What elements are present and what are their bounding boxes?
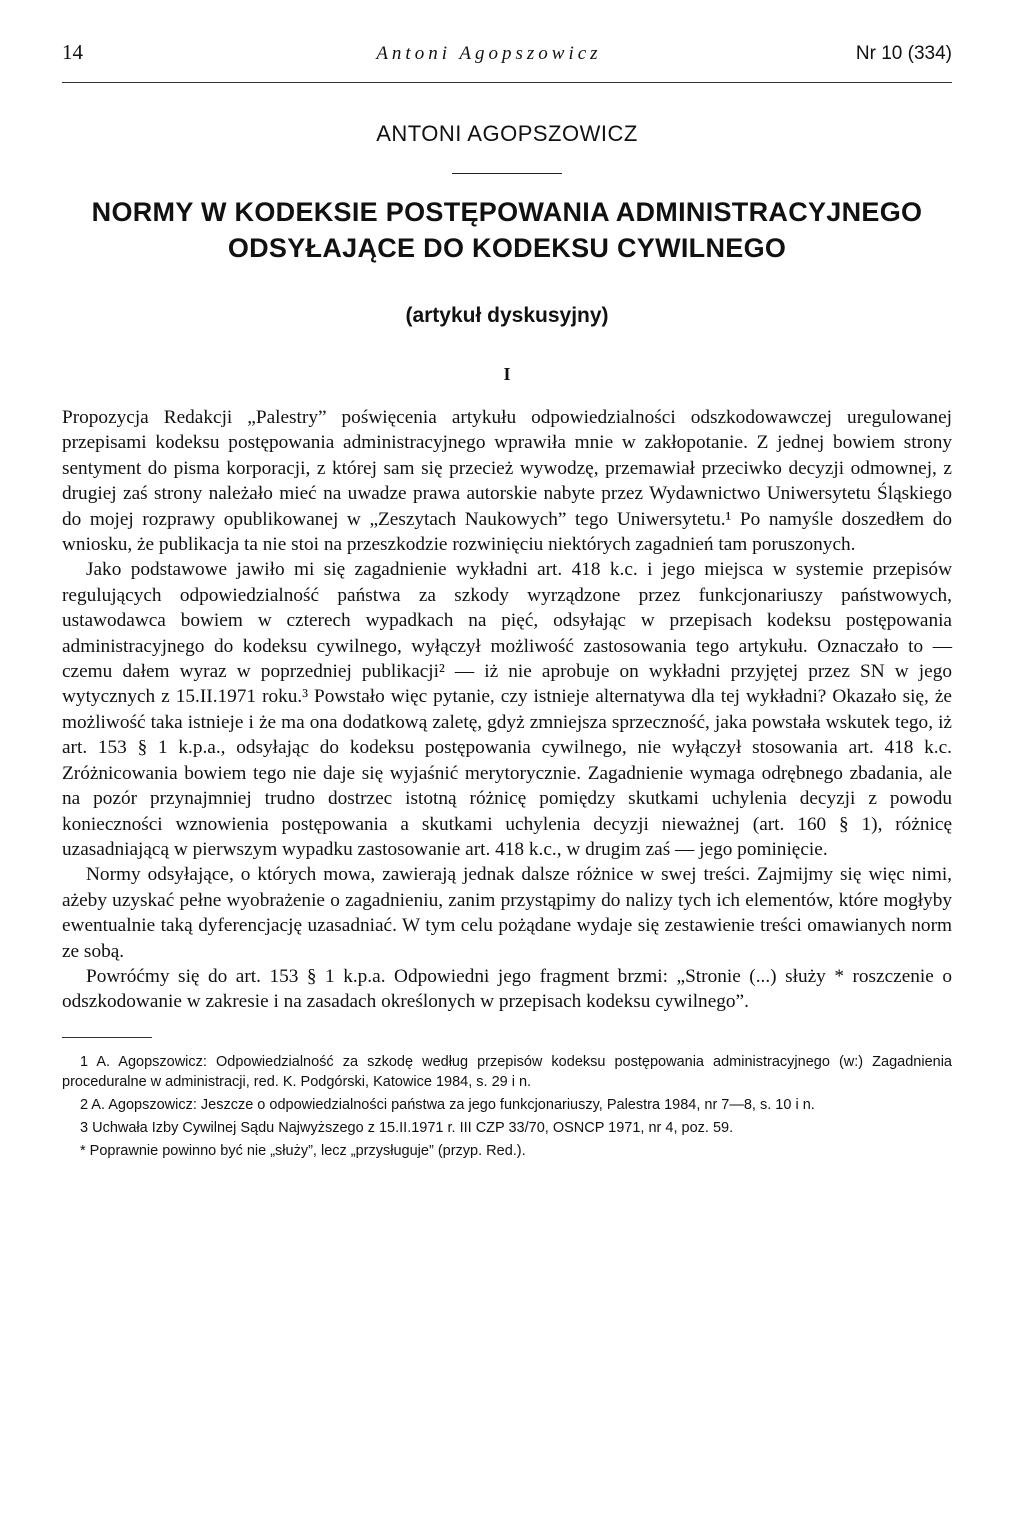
header-rule (62, 82, 952, 83)
section-number: I (503, 364, 511, 384)
page-header (62, 40, 952, 70)
article-author: ANTONI AGOPSZOWICZ (376, 121, 638, 146)
page-number: 14 (62, 40, 83, 64)
running-title: Antoni Agopszowicz (376, 43, 602, 64)
footnote: 2 A. Agopszowicz: Jeszcze o odpowiedzialności państwa za jego funkcjonariuszy, Palestra 1984, nr 7—8, s. 10 i n. (80, 1096, 815, 1113)
footnotes (62, 1052, 952, 1161)
footnote: 3 Uchwała Izby Cywilnej Sądu Najwyższego z 15.II.1971 r. III CZP 33/70, OSNCP 1971, nr 4, poz. 59. (80, 1119, 734, 1136)
footnote: * Poprawnie powinno być nie „służy”, lecz „przysługuje” (przyp. Red.). (80, 1142, 526, 1159)
title-divider (452, 173, 562, 174)
issue-number: Nr 10 (334) (855, 43, 952, 64)
article-title: NORMY W KODEKSIE POSTĘPOWANIA ADMINISTRACYJNEGO ODSYŁAJĄCE DO KODEKSU CYWILNEGO (91, 197, 923, 263)
paragraph: Jako podstawowe jawiło mi się zagadnienie wykładni art. 418 k.c. i jego miejsca w systemie przepisów regulujących odpowiedzialność państwa za szkody wyrządzone przez funkcjonariuszy państwowych, ustawodawca bowiem w czterech wypadkach na pięć, odsyłając w przepisach kodeksu postępowania administracyjnego do kodeksu cywilnego, wyłączył możliwość zastosowania tego artykułu. Oznaczało to — czemu dałem wyraz w poprzedniej publikacji² — iż nie aprobuje on wykładni przyjętej przez SN w jego wytycznych z 15.II.1971 roku.³ Powstało więc pytanie, czy istnieje alternatywa dla tej wykładni? Okazało się, że możliwość taka istnieje i że ma ona dodatkową zaletę, gdyż zmniejsza sprzeczność, jaka powstała wskutek tego, iż art. 153 § 1 k.p.a., odsyłając do kodeksu postępowania cywilnego, nie wyłączył stosowania art. 418 k.c. Zróżnicowania bowiem tego nie daje się wyjaśnić merytorycznie. Zagadnienie wymaga odrębnego zbadania, ale na pozór przynajmniej trudno dostrzec istotną różnicę pomiędzy skutkami uchylenia decyzji z powodu konieczności wznowienia postępowania a skutkami uchylenia decyzji nieważnej (art. 160 § 1), różnicę uzasadniającą w pierwszym wypadku zastosowanie art. 418 k.c., w drugim zaś — jego pominięcie. (62, 559, 952, 860)
paragraph: Powróćmy się do art. 153 § 1 k.p.a. Odpowiedni jego fragment brzmi: „Stronie (...) służy * roszczenie o odszkodowanie w zakresie i na zasadach określonych w przepisach kodeksu cywilnego”. (62, 965, 952, 1013)
paragraph: Propozycja Redakcji „Palestry” poświęcenia artykułu odpowiedzialności odszkodowawczej uregulowanej przepisami kodeksu postępowania administracyjnego wprawiła mnie w zakłopotanie. Z jednej bowiem strony sentyment do pisma korporacji, z której sam się przecież wywodzę, przemawiał przeciwko decyzji odmownej, z drugiej zaś strony należało mieć na uwadze prawa autorskie nabyte przez Wydawnictwo Uniwersytetu Śląskiego do mojej rozprawy opublikowanej w „Zeszytach Naukowych” tego Uniwersytetu.¹ Po namyśle doszedłem do wniosku, że publikacja ta nie stoi na przeszkodzie rozwinięciu niektórych zagadnień tam poruszonych. (62, 407, 952, 556)
footnote-divider (62, 1037, 152, 1038)
paragraph: Normy odsyłające, o których mowa, zawierają jednak dalsze różnice w swej treści. Zajmijmy się więc nimi, ażeby uzyskać pełne wyobrażenie o zagadnieniu, zanim przystąpimy do nalizy tych ich elementów, które mogłyby ewentualnie taką dyferencjację uzasadniać. W tym celu pożądane wydaje się zestawienie treści omawianych norm ze sobą. (62, 864, 952, 962)
document-page (62, 40, 952, 1164)
article-body (62, 405, 952, 1015)
footnote: 1 A. Agopszowicz: Odpowiedzialność za szkodę według przepisów kodeksu postępowania administracyjnego (w:) Zagadnienia proceduralne w administracji, red. K. Podgórski, Katowice 1984, s. 29 i n. (62, 1053, 952, 1090)
article-subtitle: (artykuł dyskusyjny) (405, 304, 609, 327)
